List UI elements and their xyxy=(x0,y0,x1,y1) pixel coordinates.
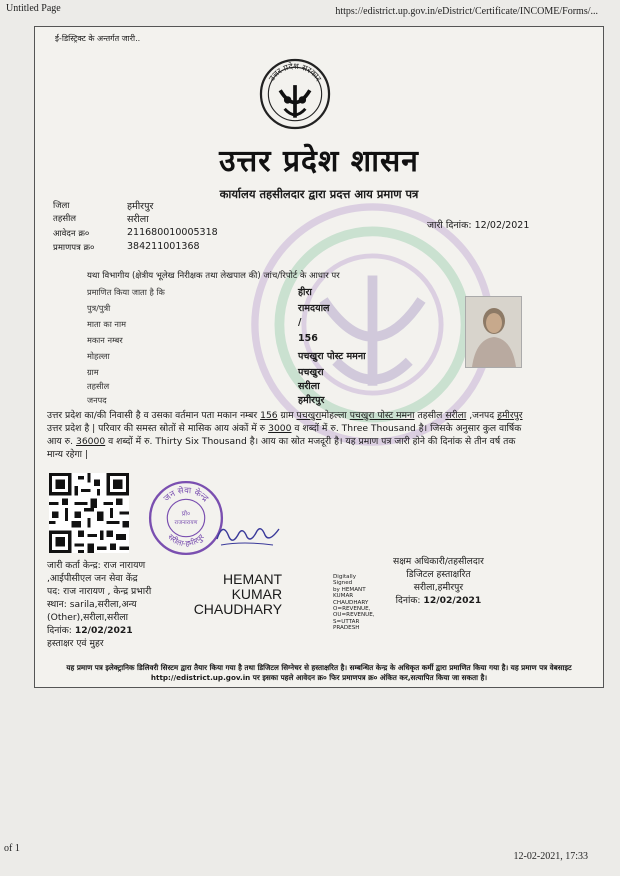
field-label-mother: माता का नाम xyxy=(87,319,126,329)
field-label-mohalla: मोहल्ला xyxy=(87,351,110,361)
certificate-footer-note: यह प्रमाण पत्र इलेक्ट्रानिक डिलिवरी सिस्टम द्वारा तैयार किया गया है तथा डिजिटल सिग्नेचर से हस्ताक्षरित है। सम्बन्धित केन्द्र के अधिकृत कर्मी द्वारा प्रमाणित किया गया है। यह प्रमाण पत्र वेबसाइट http://edistrict.up.gov.in पर इसका पहले आवेदन क्र० फिर प्रमाणपत्र क्र० अंकित कर,सत्यापित किया जा सकता है। xyxy=(66,663,572,682)
svg-text:सरीला-हमीरपुर xyxy=(166,532,206,548)
field-value-house: 156 xyxy=(298,333,318,344)
field-label-father: पुत्र/पुत्री xyxy=(87,303,111,313)
print-page-count: of 1 xyxy=(4,843,20,854)
issue-date: जारी दिनांक: 12/02/2021 xyxy=(427,220,530,231)
dsig-name2: KUMAR xyxy=(231,586,283,602)
svg-text:जन सेवा केन्द्र xyxy=(162,485,210,504)
para-mohalla: पचखुरा पोस्ट ममना xyxy=(349,410,415,421)
certificate-paragraph: उत्तर प्रदेश का/की निवासी है व उसका वर्तमान पता मकान नम्बर 156 ग्राम पचखुरामोहल्ला पचखुरा पोस्ट ममना तहसील सरीला ,जनपद हमीरपुर उत्तर प्रदेश है | परिवार की समस्त स्रोतों से मासिक आय अंकों में रु 3000 व शब्दों में रु. Three Thousand है। जिसके अनुसार कुल वार्षिक आय रु. 36000 व शब्दों में रु. Thirty Six Thousand है। आय का स्रोत मजदूरी है। यह प्रमाण पत्र जारी होने की दिनांक से तीन वर्ष तक मान्य रहेगा | xyxy=(47,410,523,460)
field-label-name: प्रमाणित किया जाता है कि xyxy=(87,287,165,297)
meta-label-certificate-no: प्रमाणपत्र क्र० xyxy=(53,243,95,253)
seal-mid2: राजनारायण xyxy=(174,520,198,527)
field-value-mother: / xyxy=(298,317,302,328)
authority-block: सक्षम अधिकारी/तहसीलदार डिजिटल हस्ताक्षरित सरीला,हमीरपुर दिनांक: 12/02/2021 xyxy=(393,556,484,606)
para-house: 156 xyxy=(260,410,278,421)
meta-label-tehsil: तहसील xyxy=(53,214,77,224)
meta-label-application-no: आवेदन क्र० xyxy=(53,229,90,239)
para-village: पचखुरा xyxy=(296,410,322,421)
seal-top-text: जन सेवा केन्द्र xyxy=(162,485,211,504)
dsig-name3: CHAUDHARY xyxy=(193,601,283,617)
meta-value-district: हमीरपुर xyxy=(127,201,154,212)
field-value-tehsil: सरीला xyxy=(298,381,320,392)
top-note: ई-डिस्ट्रिक्ट के अन्तर्गत जारी.. xyxy=(55,34,141,43)
seal-mid1: प्रो० xyxy=(181,510,191,518)
qr-code-icon xyxy=(49,473,129,553)
para-district: हमीरपुर xyxy=(497,410,523,421)
issuer-centre-block: जारी कर्ता केन्द्र: राज नारायण ,आईपीसीएल जन सेवा केंद्र पद: राज नारायण , केन्द्र प्रभारी स्थान: sarila,सरीला,अन्य (Other),सरीला,सरीला दिनांक: 12/02/2021 हस्ताक्षर एवं मुहर xyxy=(47,560,152,649)
para-monthly: 3000 xyxy=(268,423,292,434)
para-annual: 36000 xyxy=(75,436,106,447)
field-label-tehsil: तहसील xyxy=(87,381,110,391)
print-datetime: 12-02-2021, 17:33 xyxy=(513,851,588,862)
print-url[interactable]: https://edistrict.up.gov.in/eDistrict/Certificate/INCOME/Forms/... xyxy=(335,6,598,17)
government-title: उत्तर प्रदेश शासन xyxy=(219,144,419,179)
field-value-district: हमीरपुर xyxy=(298,395,325,406)
authority-date: 12/02/2021 xyxy=(423,595,482,606)
field-value-mohalla: पचखुरा पोस्ट ममना xyxy=(298,351,366,362)
meta-value-application-no: 211680010005318 xyxy=(127,227,218,238)
office-title: कार्यालय तहसीलदार द्वारा प्रदत्त आय प्रमाण पत्र xyxy=(219,187,419,201)
dsig-info: Digitally Signed by HEMANT KUMAR CHAUDHARY O=REVENUE, OU=REVENUE, S=UTTAR PRADESH xyxy=(333,574,375,632)
field-label-house: मकान नम्बर xyxy=(87,335,123,345)
print-page-title: Untitled Page xyxy=(6,3,61,14)
digital-signature[interactable] xyxy=(193,571,375,632)
field-value-name: हीरा xyxy=(298,287,312,298)
field-label-village: ग्राम xyxy=(87,367,99,377)
meta-value-certificate-no: 384211001368 xyxy=(127,241,200,252)
handwritten-signature-icon xyxy=(213,515,283,551)
emblem-text: उत्तर प्रदेश सरकार xyxy=(266,60,324,83)
field-value-father: रामदयाल xyxy=(298,303,330,314)
applicant-photo xyxy=(465,296,522,368)
issuer-date: 12/02/2021 xyxy=(74,625,133,636)
income-certificate xyxy=(34,26,604,688)
intro-line: यथा विभागीय (क्षेत्रीय भूलेख निरीक्षक तथा लेखपाल की) जांच/रिपोर्ट के आधार पर xyxy=(87,271,340,281)
meta-value-tehsil: सरीला xyxy=(127,214,149,225)
seal-bottom-text: सरीला-हमीरपुर xyxy=(166,532,206,549)
dsig-name1: HEMANT xyxy=(223,571,283,587)
field-value-village: पचखुरा xyxy=(298,367,324,378)
field-label-district: जनपद xyxy=(87,395,107,405)
meta-label-district: जिला xyxy=(53,201,70,211)
para-tehsil: सरीला xyxy=(445,410,467,421)
up-government-emblem-icon xyxy=(258,57,332,131)
